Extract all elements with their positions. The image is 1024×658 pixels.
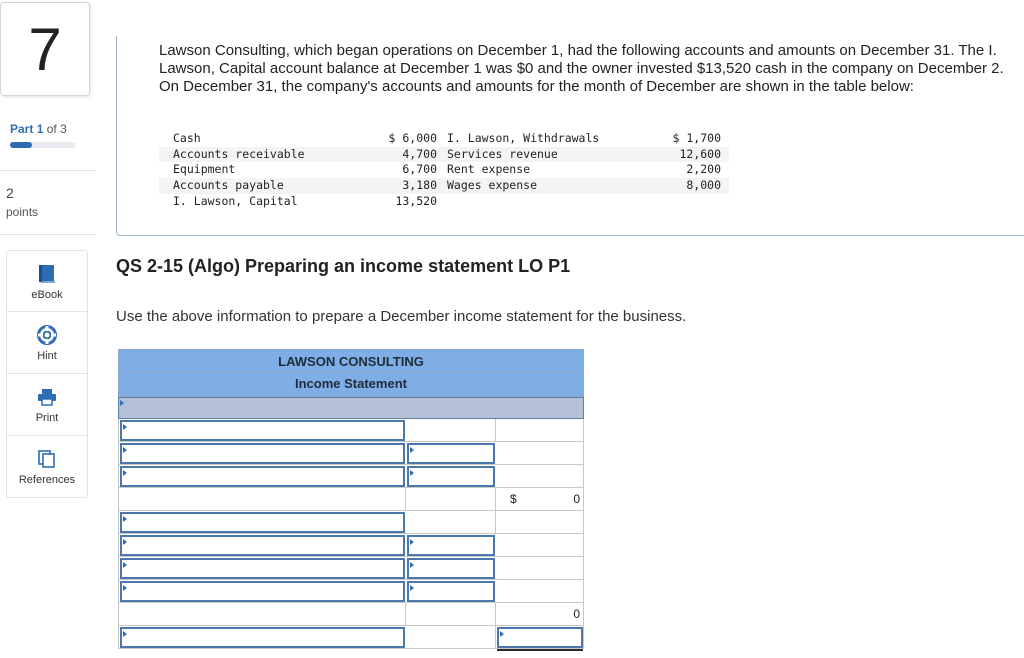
amount-input[interactable]	[407, 443, 495, 464]
total-expenses-cell	[496, 603, 584, 625]
account-amount: $ 6,000	[388, 131, 437, 145]
question-number: 7	[28, 15, 62, 83]
amount-cell	[406, 626, 496, 648]
table-row	[118, 488, 584, 511]
account-amount: 4,700	[402, 146, 437, 161]
input-marker-icon	[410, 562, 414, 568]
account-name: I. Lawson, Withdrawals	[447, 131, 600, 145]
part-indicator: Part 1 of 3	[10, 122, 67, 136]
dropdown-arrow-icon	[123, 447, 127, 453]
table-row	[118, 465, 584, 488]
dropdown-arrow-icon	[123, 516, 127, 522]
amount-input[interactable]	[407, 466, 495, 487]
total-cell	[496, 511, 584, 533]
question-number-box	[0, 2, 90, 96]
ebook-label: eBook	[31, 289, 63, 301]
dropdown-arrow-icon	[123, 585, 127, 591]
account-amount: 8,000	[686, 178, 721, 193]
problem-intro-panel	[116, 36, 1024, 236]
amount-cell	[406, 603, 496, 625]
amount-cell	[406, 419, 496, 441]
hint-button[interactable]	[6, 312, 88, 374]
account-dropdown[interactable]	[120, 466, 405, 487]
dropdown-arrow-icon	[123, 631, 127, 637]
documents-icon	[36, 448, 58, 470]
total-cell	[496, 557, 584, 579]
print-button[interactable]	[6, 374, 88, 436]
amount-cell	[406, 511, 496, 533]
account-amount: 12,600	[679, 146, 721, 161]
part-progress-fill	[10, 142, 32, 148]
total-cell	[496, 465, 584, 487]
account-name: Services revenue	[447, 146, 558, 161]
rail-divider	[0, 234, 96, 235]
table-row	[118, 626, 584, 649]
account-dropdown[interactable]	[120, 581, 405, 602]
account-dropdown[interactable]	[120, 535, 405, 556]
account-dropdown[interactable]	[120, 512, 405, 533]
accounts-right-names	[447, 131, 599, 194]
amount-input[interactable]	[407, 535, 495, 556]
rail-divider	[0, 170, 96, 171]
accounts-left-amounts	[373, 131, 437, 209]
accounts-left-names	[173, 131, 305, 209]
amount-cell	[406, 488, 496, 510]
print-label: Print	[35, 412, 59, 424]
account-amount: 13,520	[395, 193, 437, 208]
statement-title-header: Income Statement	[118, 373, 584, 397]
account-name: Rent expense	[447, 162, 531, 177]
total-cell	[496, 580, 584, 602]
table-row	[118, 603, 584, 626]
problem-intro-text: Lawson Consulting, which began operations on December 1, had the following accounts and amounts on December 31. The I. Lawson, Capital account balance at December 1 was $0 and the owner invested $13,520 cash in the company on December 2. On December 31, the company's accounts and amounts for the month of December are shown in the table below:	[159, 42, 1004, 95]
question-instruction: Use the above information to prepare a December income statement for the business.	[116, 308, 687, 325]
points-label: points	[6, 205, 39, 219]
table-row	[118, 419, 584, 442]
account-name: I. Lawson, Capital	[173, 193, 298, 208]
account-name: Accounts receivable	[173, 146, 305, 161]
input-marker-icon	[410, 539, 414, 545]
account-name: Wages expense	[447, 178, 538, 193]
input-marker-icon	[410, 447, 414, 453]
ebook-button[interactable]	[6, 250, 88, 312]
account-name: Equipment	[173, 162, 236, 177]
hint-label: Hint	[37, 350, 57, 362]
accounts-right-amounts	[657, 131, 721, 194]
table-row	[118, 511, 584, 534]
account-amount: 6,700	[402, 162, 437, 177]
account-dropdown[interactable]	[120, 558, 405, 579]
input-marker-icon	[500, 631, 504, 637]
income-statement-grid	[118, 349, 584, 649]
dropdown-arrow-icon	[123, 562, 127, 568]
date-heading-dropdown[interactable]	[118, 397, 584, 419]
amount-input[interactable]	[407, 558, 495, 579]
account-amount: 3,180	[402, 178, 437, 193]
account-dropdown[interactable]	[120, 627, 405, 648]
subtotal-value: 0	[573, 492, 580, 506]
total-cell	[496, 419, 584, 441]
table-row	[118, 580, 584, 603]
input-marker-icon	[410, 585, 414, 591]
dollar-sign: $	[510, 492, 517, 506]
label-cell	[119, 488, 406, 510]
lifebuoy-icon	[36, 324, 58, 346]
table-row	[118, 557, 584, 580]
account-dropdown[interactable]	[120, 420, 405, 441]
printer-icon	[36, 386, 58, 408]
table-row	[118, 442, 584, 465]
dropdown-arrow-icon	[123, 539, 127, 545]
total-expenses-value: 0	[573, 607, 580, 621]
question-title: QS 2-15 (Algo) Preparing an income statement LO P1	[116, 256, 571, 276]
dropdown-arrow-icon	[120, 400, 124, 406]
double-underline	[497, 649, 583, 651]
part-progress-bar	[10, 142, 76, 148]
account-dropdown[interactable]	[120, 443, 405, 464]
references-label: References	[18, 474, 76, 486]
total-cell	[496, 442, 584, 464]
references-button[interactable]	[6, 436, 88, 498]
dropdown-arrow-icon	[123, 424, 127, 430]
account-amount: 2,200	[686, 162, 721, 177]
dropdown-arrow-icon	[123, 470, 127, 476]
company-name-header: LAWSON CONSULTING	[118, 349, 584, 373]
amount-input[interactable]	[407, 581, 495, 602]
subtotal-cell	[496, 488, 584, 510]
account-name: Cash	[173, 131, 201, 145]
table-row	[118, 534, 584, 557]
account-name: Accounts payable	[173, 178, 284, 193]
net-income-input[interactable]	[497, 627, 583, 648]
book-icon	[36, 263, 58, 285]
input-marker-icon	[410, 470, 414, 476]
label-cell	[119, 603, 406, 625]
points-value: 2	[6, 185, 14, 201]
account-amount: $ 1,700	[672, 131, 721, 145]
total-cell	[496, 534, 584, 556]
